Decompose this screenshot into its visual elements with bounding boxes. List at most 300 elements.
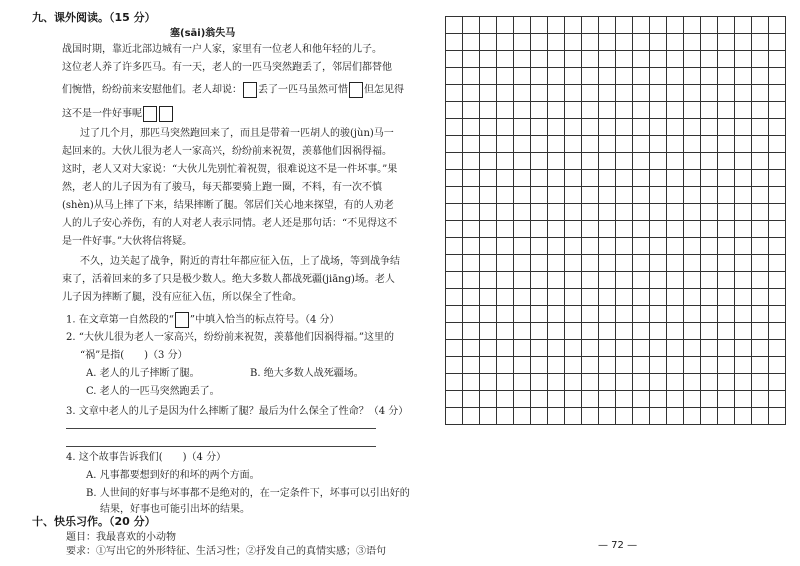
grid-cell[interactable] <box>633 289 650 306</box>
grid-cell[interactable] <box>582 204 599 221</box>
grid-cell[interactable] <box>667 102 684 119</box>
grid-cell[interactable] <box>582 119 599 136</box>
grid-cell[interactable] <box>531 357 548 374</box>
grid-cell[interactable] <box>616 51 633 68</box>
grid-cell[interactable] <box>650 323 667 340</box>
grid-cell[interactable] <box>497 306 514 323</box>
grid-cell[interactable] <box>463 187 480 204</box>
grid-cell[interactable] <box>616 204 633 221</box>
grid-cell[interactable] <box>565 255 582 272</box>
grid-cell[interactable] <box>633 204 650 221</box>
grid-cell[interactable] <box>565 238 582 255</box>
grid-cell[interactable] <box>616 391 633 408</box>
grid-cell[interactable] <box>667 340 684 357</box>
grid-cell[interactable] <box>599 17 616 34</box>
grid-cell[interactable] <box>616 170 633 187</box>
grid-cell[interactable] <box>701 85 718 102</box>
grid-cell[interactable] <box>514 17 531 34</box>
grid-cell[interactable] <box>752 119 769 136</box>
grid-cell[interactable] <box>582 187 599 204</box>
grid-cell[interactable] <box>497 85 514 102</box>
grid-cell[interactable] <box>514 255 531 272</box>
grid-cell[interactable] <box>667 204 684 221</box>
grid-cell[interactable] <box>650 68 667 85</box>
grid-cell[interactable] <box>650 170 667 187</box>
grid-cell[interactable] <box>650 34 667 51</box>
grid-cell[interactable] <box>565 357 582 374</box>
grid-cell[interactable] <box>769 102 786 119</box>
grid-cell[interactable] <box>650 153 667 170</box>
grid-cell[interactable] <box>633 306 650 323</box>
grid-cell[interactable] <box>633 136 650 153</box>
grid-cell[interactable] <box>667 306 684 323</box>
grid-cell[interactable] <box>548 340 565 357</box>
grid-cell[interactable] <box>480 51 497 68</box>
grid-cell[interactable] <box>497 289 514 306</box>
grid-cell[interactable] <box>769 272 786 289</box>
grid-cell[interactable] <box>565 170 582 187</box>
grid-cell[interactable] <box>633 85 650 102</box>
grid-cell[interactable] <box>616 17 633 34</box>
grid-cell[interactable] <box>548 255 565 272</box>
grid-cell[interactable] <box>514 102 531 119</box>
grid-cell[interactable] <box>497 136 514 153</box>
grid-cell[interactable] <box>531 221 548 238</box>
grid-cell[interactable] <box>701 68 718 85</box>
grid-cell[interactable] <box>616 136 633 153</box>
grid-cell[interactable] <box>650 340 667 357</box>
grid-cell[interactable] <box>701 153 718 170</box>
grid-cell[interactable] <box>463 68 480 85</box>
grid-cell[interactable] <box>667 238 684 255</box>
grid-cell[interactable] <box>480 221 497 238</box>
grid-cell[interactable] <box>752 391 769 408</box>
grid-cell[interactable] <box>548 51 565 68</box>
grid-cell[interactable] <box>565 323 582 340</box>
grid-cell[interactable] <box>531 17 548 34</box>
grid-cell[interactable] <box>531 272 548 289</box>
grid-cell[interactable] <box>480 170 497 187</box>
grid-cell[interactable] <box>480 340 497 357</box>
grid-cell[interactable] <box>446 68 463 85</box>
grid-cell[interactable] <box>463 306 480 323</box>
grid-cell[interactable] <box>718 238 735 255</box>
grid-cell[interactable] <box>582 374 599 391</box>
grid-cell[interactable] <box>633 374 650 391</box>
grid-cell[interactable] <box>565 17 582 34</box>
grid-cell[interactable] <box>514 289 531 306</box>
grid-cell[interactable] <box>463 170 480 187</box>
grid-cell[interactable] <box>684 306 701 323</box>
grid-cell[interactable] <box>531 408 548 425</box>
grid-cell[interactable] <box>752 255 769 272</box>
grid-cell[interactable] <box>531 187 548 204</box>
grid-cell[interactable] <box>735 374 752 391</box>
grid-cell[interactable] <box>650 187 667 204</box>
grid-cell[interactable] <box>667 357 684 374</box>
grid-cell[interactable] <box>463 17 480 34</box>
grid-cell[interactable] <box>565 136 582 153</box>
grid-cell[interactable] <box>582 51 599 68</box>
grid-cell[interactable] <box>531 323 548 340</box>
grid-cell[interactable] <box>735 340 752 357</box>
grid-cell[interactable] <box>565 289 582 306</box>
grid-cell[interactable] <box>599 357 616 374</box>
grid-cell[interactable] <box>650 289 667 306</box>
answer-line[interactable] <box>66 428 376 429</box>
grid-cell[interactable] <box>633 255 650 272</box>
grid-cell[interactable] <box>735 357 752 374</box>
grid-cell[interactable] <box>650 306 667 323</box>
grid-cell[interactable] <box>616 374 633 391</box>
grid-cell[interactable] <box>531 204 548 221</box>
grid-cell[interactable] <box>582 85 599 102</box>
grid-cell[interactable] <box>769 340 786 357</box>
grid-cell[interactable] <box>752 289 769 306</box>
grid-cell[interactable] <box>497 119 514 136</box>
grid-cell[interactable] <box>582 408 599 425</box>
grid-cell[interactable] <box>582 255 599 272</box>
grid-cell[interactable] <box>548 306 565 323</box>
grid-cell[interactable] <box>497 204 514 221</box>
grid-cell[interactable] <box>514 34 531 51</box>
grid-cell[interactable] <box>735 187 752 204</box>
grid-cell[interactable] <box>531 306 548 323</box>
grid-cell[interactable] <box>735 323 752 340</box>
grid-cell[interactable] <box>701 119 718 136</box>
grid-cell[interactable] <box>735 34 752 51</box>
grid-cell[interactable] <box>548 68 565 85</box>
grid-cell[interactable] <box>684 238 701 255</box>
grid-cell[interactable] <box>616 340 633 357</box>
composition-grid[interactable] <box>445 16 786 425</box>
grid-cell[interactable] <box>582 238 599 255</box>
grid-cell[interactable] <box>718 187 735 204</box>
grid-cell[interactable] <box>514 153 531 170</box>
grid-cell[interactable] <box>752 221 769 238</box>
grid-cell[interactable] <box>701 272 718 289</box>
grid-cell[interactable] <box>548 119 565 136</box>
grid-cell[interactable] <box>599 119 616 136</box>
grid-cell[interactable] <box>769 119 786 136</box>
grid-cell[interactable] <box>531 374 548 391</box>
grid-cell[interactable] <box>446 255 463 272</box>
grid-cell[interactable] <box>701 323 718 340</box>
grid-cell[interactable] <box>616 119 633 136</box>
grid-cell[interactable] <box>752 340 769 357</box>
grid-cell[interactable] <box>752 272 769 289</box>
grid-cell[interactable] <box>514 238 531 255</box>
grid-cell[interactable] <box>650 17 667 34</box>
grid-cell[interactable] <box>667 272 684 289</box>
grid-cell[interactable] <box>565 68 582 85</box>
answer-line[interactable] <box>66 446 376 447</box>
grid-cell[interactable] <box>599 289 616 306</box>
grid-cell[interactable] <box>565 102 582 119</box>
grid-cell[interactable] <box>684 34 701 51</box>
grid-cell[interactable] <box>650 255 667 272</box>
grid-cell[interactable] <box>463 340 480 357</box>
grid-cell[interactable] <box>548 204 565 221</box>
grid-cell[interactable] <box>497 374 514 391</box>
grid-cell[interactable] <box>514 306 531 323</box>
grid-cell[interactable] <box>701 187 718 204</box>
grid-cell[interactable] <box>667 391 684 408</box>
grid-cell[interactable] <box>684 255 701 272</box>
grid-cell[interactable] <box>684 119 701 136</box>
punctuation-blank[interactable] <box>159 106 173 122</box>
grid-cell[interactable] <box>718 102 735 119</box>
grid-cell[interactable] <box>769 357 786 374</box>
grid-cell[interactable] <box>599 51 616 68</box>
grid-cell[interactable] <box>480 204 497 221</box>
grid-cell[interactable] <box>446 187 463 204</box>
grid-cell[interactable] <box>684 289 701 306</box>
grid-cell[interactable] <box>616 153 633 170</box>
grid-cell[interactable] <box>633 119 650 136</box>
grid-cell[interactable] <box>497 323 514 340</box>
grid-cell[interactable] <box>769 306 786 323</box>
grid-cell[interactable] <box>752 238 769 255</box>
grid-cell[interactable] <box>701 289 718 306</box>
grid-cell[interactable] <box>446 272 463 289</box>
grid-cell[interactable] <box>548 289 565 306</box>
grid-cell[interactable] <box>548 187 565 204</box>
grid-cell[interactable] <box>650 204 667 221</box>
grid-cell[interactable] <box>650 391 667 408</box>
grid-cell[interactable] <box>514 340 531 357</box>
grid-cell[interactable] <box>701 255 718 272</box>
grid-cell[interactable] <box>446 102 463 119</box>
grid-cell[interactable] <box>701 221 718 238</box>
grid-cell[interactable] <box>599 272 616 289</box>
grid-cell[interactable] <box>480 17 497 34</box>
grid-cell[interactable] <box>480 136 497 153</box>
grid-cell[interactable] <box>548 374 565 391</box>
grid-cell[interactable] <box>582 68 599 85</box>
grid-cell[interactable] <box>446 323 463 340</box>
grid-cell[interactable] <box>735 68 752 85</box>
grid-cell[interactable] <box>531 119 548 136</box>
grid-cell[interactable] <box>735 272 752 289</box>
grid-cell[interactable] <box>446 340 463 357</box>
grid-cell[interactable] <box>752 102 769 119</box>
grid-cell[interactable] <box>769 153 786 170</box>
grid-cell[interactable] <box>616 323 633 340</box>
grid-cell[interactable] <box>735 153 752 170</box>
grid-cell[interactable] <box>582 17 599 34</box>
grid-cell[interactable] <box>769 238 786 255</box>
grid-cell[interactable] <box>769 255 786 272</box>
grid-cell[interactable] <box>616 289 633 306</box>
option-a[interactable]: A. 老人的儿子摔断了腿。 <box>86 368 200 379</box>
grid-cell[interactable] <box>616 357 633 374</box>
grid-cell[interactable] <box>616 408 633 425</box>
grid-cell[interactable] <box>531 51 548 68</box>
grid-cell[interactable] <box>769 187 786 204</box>
grid-cell[interactable] <box>650 119 667 136</box>
grid-cell[interactable] <box>531 289 548 306</box>
grid-cell[interactable] <box>599 340 616 357</box>
grid-cell[interactable] <box>565 119 582 136</box>
grid-cell[interactable] <box>463 119 480 136</box>
grid-cell[interactable] <box>769 204 786 221</box>
grid-cell[interactable] <box>684 340 701 357</box>
grid-cell[interactable] <box>599 391 616 408</box>
grid-cell[interactable] <box>701 34 718 51</box>
grid-cell[interactable] <box>497 408 514 425</box>
grid-cell[interactable] <box>735 170 752 187</box>
grid-cell[interactable] <box>650 85 667 102</box>
grid-cell[interactable] <box>463 51 480 68</box>
grid-cell[interactable] <box>650 357 667 374</box>
grid-cell[interactable] <box>446 119 463 136</box>
grid-cell[interactable] <box>565 340 582 357</box>
grid-cell[interactable] <box>480 68 497 85</box>
grid-cell[interactable] <box>701 238 718 255</box>
grid-cell[interactable] <box>548 221 565 238</box>
grid-cell[interactable] <box>514 187 531 204</box>
grid-cell[interactable] <box>582 357 599 374</box>
grid-cell[interactable] <box>446 204 463 221</box>
grid-cell[interactable] <box>684 204 701 221</box>
grid-cell[interactable] <box>633 17 650 34</box>
grid-cell[interactable] <box>497 34 514 51</box>
option-b[interactable]: B. 人世间的好事与坏事都不是绝对的，在一定条件下，坏事可以引出好的 <box>86 488 410 499</box>
grid-cell[interactable] <box>582 323 599 340</box>
grid-cell[interactable] <box>735 119 752 136</box>
grid-cell[interactable] <box>582 340 599 357</box>
grid-cell[interactable] <box>718 85 735 102</box>
grid-cell[interactable] <box>497 340 514 357</box>
grid-cell[interactable] <box>752 51 769 68</box>
grid-cell[interactable] <box>497 238 514 255</box>
grid-cell[interactable] <box>701 204 718 221</box>
grid-cell[interactable] <box>718 119 735 136</box>
grid-cell[interactable] <box>565 408 582 425</box>
grid-cell[interactable] <box>446 153 463 170</box>
grid-cell[interactable] <box>514 51 531 68</box>
grid-cell[interactable] <box>718 221 735 238</box>
grid-cell[interactable] <box>599 255 616 272</box>
grid-cell[interactable] <box>769 136 786 153</box>
grid-cell[interactable] <box>684 408 701 425</box>
grid-cell[interactable] <box>633 153 650 170</box>
grid-cell[interactable] <box>599 136 616 153</box>
grid-cell[interactable] <box>684 68 701 85</box>
grid-cell[interactable] <box>684 323 701 340</box>
grid-cell[interactable] <box>752 408 769 425</box>
grid-cell[interactable] <box>463 102 480 119</box>
grid-cell[interactable] <box>650 51 667 68</box>
grid-cell[interactable] <box>514 85 531 102</box>
grid-cell[interactable] <box>684 221 701 238</box>
option-a[interactable]: A. 凡事都要想到好的和坏的两个方面。 <box>86 470 260 481</box>
grid-cell[interactable] <box>684 170 701 187</box>
grid-cell[interactable] <box>446 85 463 102</box>
grid-cell[interactable] <box>565 306 582 323</box>
grid-cell[interactable] <box>480 408 497 425</box>
grid-cell[interactable] <box>548 102 565 119</box>
grid-cell[interactable] <box>718 204 735 221</box>
grid-cell[interactable] <box>633 391 650 408</box>
grid-cell[interactable] <box>718 374 735 391</box>
punctuation-blank[interactable] <box>143 106 157 122</box>
grid-cell[interactable] <box>599 85 616 102</box>
grid-cell[interactable] <box>650 136 667 153</box>
grid-cell[interactable] <box>701 408 718 425</box>
grid-cell[interactable] <box>446 408 463 425</box>
grid-cell[interactable] <box>497 17 514 34</box>
grid-cell[interactable] <box>684 153 701 170</box>
grid-cell[interactable] <box>667 85 684 102</box>
grid-cell[interactable] <box>769 34 786 51</box>
grid-cell[interactable] <box>684 136 701 153</box>
grid-cell[interactable] <box>718 289 735 306</box>
grid-cell[interactable] <box>667 136 684 153</box>
grid-cell[interactable] <box>446 51 463 68</box>
grid-cell[interactable] <box>531 238 548 255</box>
grid-cell[interactable] <box>514 136 531 153</box>
grid-cell[interactable] <box>735 238 752 255</box>
grid-cell[interactable] <box>531 136 548 153</box>
grid-cell[interactable] <box>463 85 480 102</box>
grid-cell[interactable] <box>599 187 616 204</box>
grid-cell[interactable] <box>718 51 735 68</box>
grid-cell[interactable] <box>667 51 684 68</box>
grid-cell[interactable] <box>446 221 463 238</box>
grid-cell[interactable] <box>463 204 480 221</box>
grid-cell[interactable] <box>769 68 786 85</box>
grid-cell[interactable] <box>582 391 599 408</box>
grid-cell[interactable] <box>497 391 514 408</box>
grid-cell[interactable] <box>446 17 463 34</box>
grid-cell[interactable] <box>633 272 650 289</box>
grid-cell[interactable] <box>718 153 735 170</box>
grid-cell[interactable] <box>599 34 616 51</box>
grid-cell[interactable] <box>497 68 514 85</box>
grid-cell[interactable] <box>667 34 684 51</box>
grid-cell[interactable] <box>531 153 548 170</box>
grid-cell[interactable] <box>463 357 480 374</box>
grid-cell[interactable] <box>633 187 650 204</box>
grid-cell[interactable] <box>633 51 650 68</box>
grid-cell[interactable] <box>735 391 752 408</box>
punctuation-blank[interactable] <box>349 82 363 98</box>
grid-cell[interactable] <box>718 408 735 425</box>
grid-cell[interactable] <box>701 170 718 187</box>
grid-cell[interactable] <box>480 391 497 408</box>
grid-cell[interactable] <box>463 374 480 391</box>
grid-cell[interactable] <box>735 306 752 323</box>
grid-cell[interactable] <box>446 170 463 187</box>
grid-cell[interactable] <box>718 68 735 85</box>
grid-cell[interactable] <box>752 306 769 323</box>
grid-cell[interactable] <box>514 323 531 340</box>
grid-cell[interactable] <box>735 85 752 102</box>
grid-cell[interactable] <box>599 323 616 340</box>
grid-cell[interactable] <box>667 68 684 85</box>
grid-cell[interactable] <box>497 221 514 238</box>
grid-cell[interactable] <box>582 306 599 323</box>
grid-cell[interactable] <box>480 187 497 204</box>
grid-cell[interactable] <box>735 204 752 221</box>
grid-cell[interactable] <box>752 170 769 187</box>
grid-cell[interactable] <box>565 374 582 391</box>
grid-cell[interactable] <box>463 221 480 238</box>
grid-cell[interactable] <box>752 187 769 204</box>
grid-cell[interactable] <box>599 238 616 255</box>
